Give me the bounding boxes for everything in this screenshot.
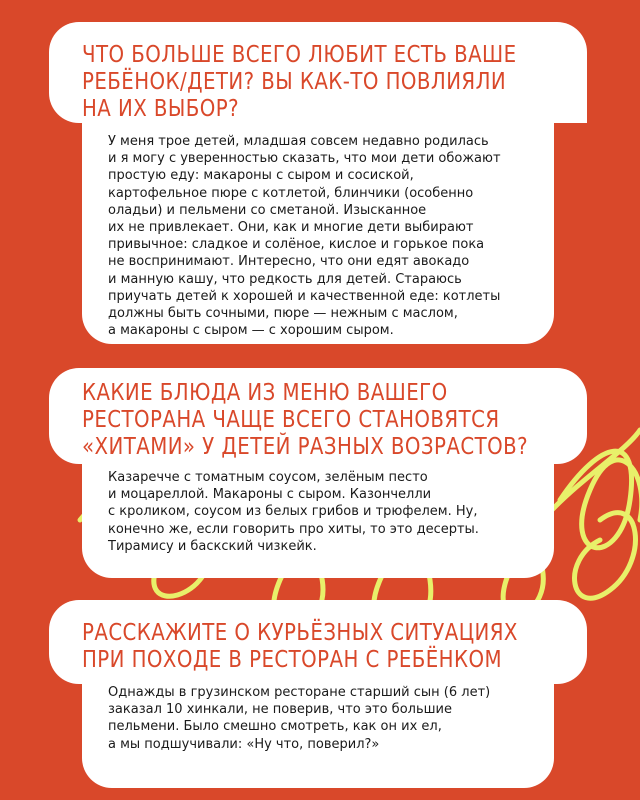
question-1: ЧТО БОЛЬШЕ ВСЕГО ЛЮБИТ ЕСТЬ ВАШЕ РЕБЁНОК/ДЕТИ? ВЫ КАК-ТО ПОВЛИЯЛИ НА ИХ ВЫБОР? (82, 42, 517, 122)
question-2: КАКИЕ БЛЮДА ИЗ МЕНЮ ВАШЕГО РЕСТОРАНА ЧАЩЕ ВСЕГО СТАНОВЯТСЯ «ХИТАМИ» У ДЕТЕЙ РАЗНЫХ ВОЗРАСТОВ? (82, 380, 529, 460)
answer-3: Однажды в грузинском ресторане старший сын (6 лет) заказал 10 хинкали, не поверив, что это большие пельмени. Было смешно смотреть, как он их ел, а мы подшучивали: «Ну что, поверил?» (108, 685, 491, 752)
answer-2: Казаречче с томатным соусом, зелёным песто и моцареллой. Макароны с сыром. Казончелли с кроликом, соусом из белых грибов и трюфелем. Ну, конечно же, если говорить про хиты, то это десерты. Тирамису и баскский чизкейк. (108, 470, 479, 554)
question-3: РАССКАЖИТЕ О КУРЬЁЗНЫХ СИТУАЦИЯХ ПРИ ПОХОДЕ В РЕСТОРАН С РЕБЁНКОМ (82, 620, 518, 673)
answer-1: У меня трое детей, младшая совсем недавно родилась и я могу с уверенностью сказать, что мои дети обожают простую еду: макароны с сыром и сосиской, картофельное пюре с котлетой, блинчики (особенно оладьи) и пельмени со сметаной. Изысканное их не привлекает. Они, как и многие дети выбирают привычное: сладкое и солёное, кислое и горькое пока не воспринимают. Интересно, что они едят авокадо и манную кашу, что редкость для детей. Стараюсь приучать детей к хорошей и качественной еде: котлеты должны быть сочными, пюре — нежным с маслом, а макароны с сыром — с хорошим сыром. (108, 134, 501, 339)
